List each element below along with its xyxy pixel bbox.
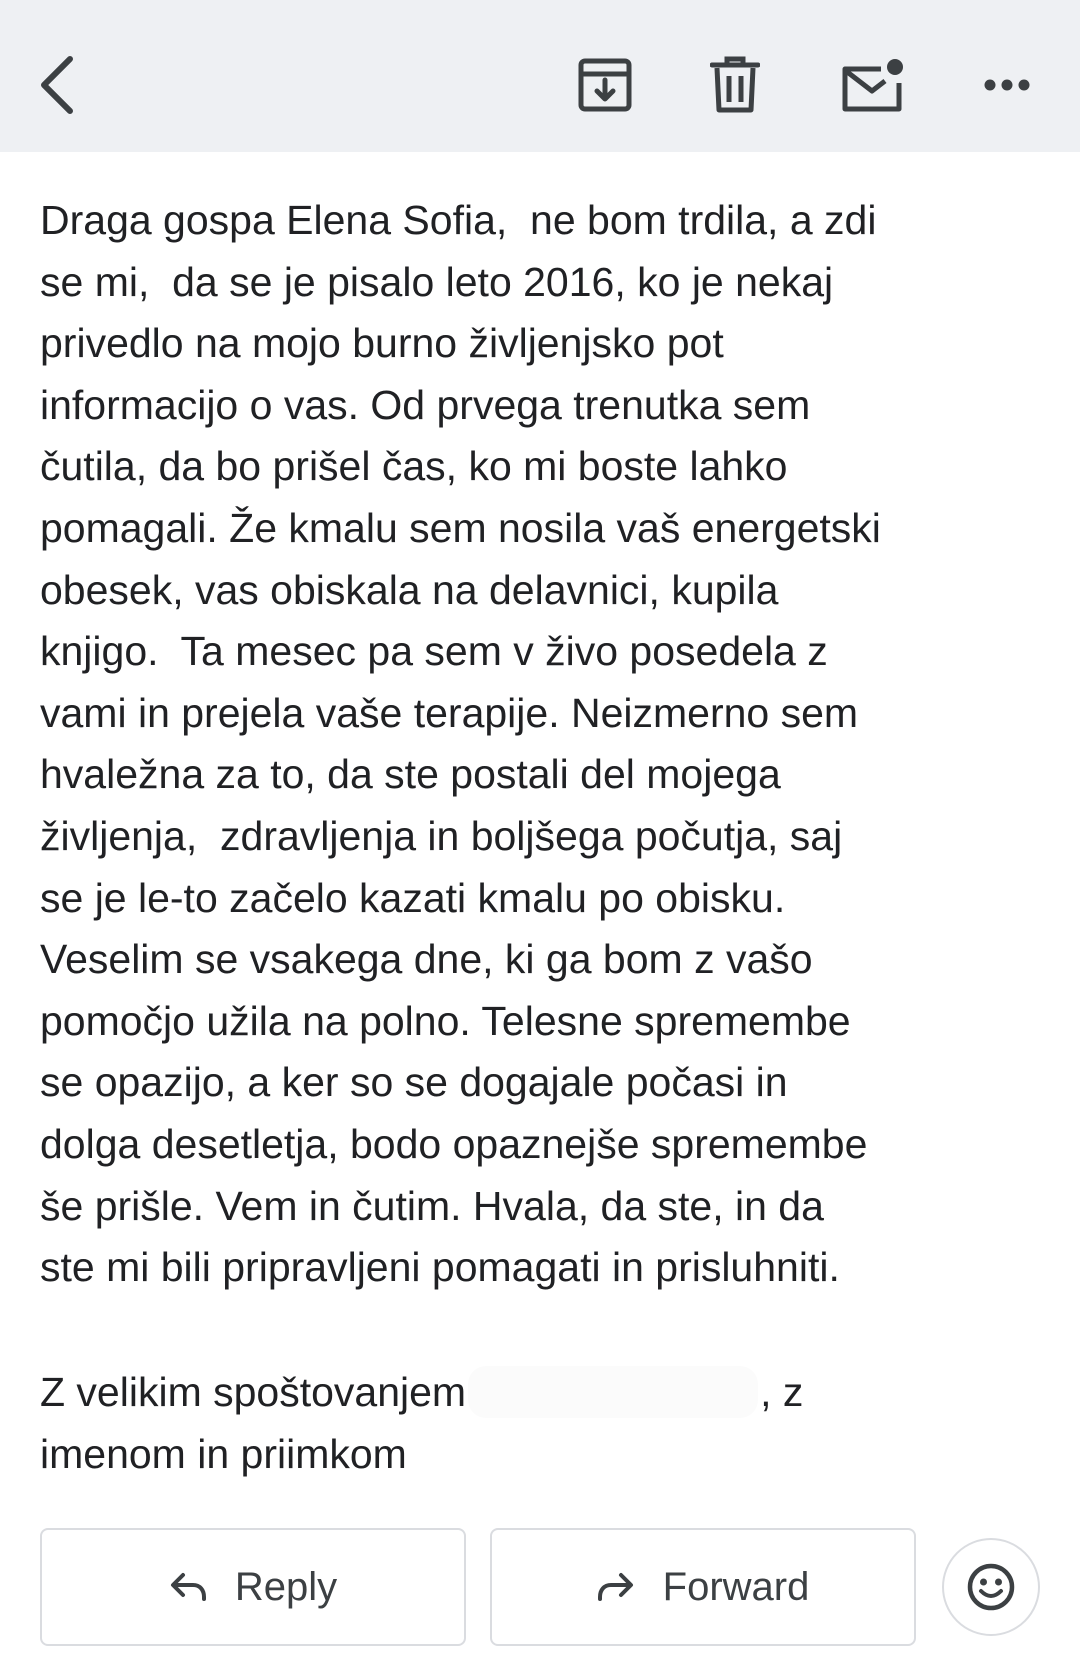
- archive-button[interactable]: [570, 50, 640, 120]
- chevron-left-icon: [38, 55, 78, 115]
- forward-label: Forward: [662, 1564, 810, 1609]
- delete-button[interactable]: [700, 50, 770, 120]
- archive-icon: [578, 58, 632, 112]
- signature-greeting: Z velikim spoštovanjem: [40, 1369, 467, 1415]
- mail-unread-icon: [841, 57, 905, 113]
- forward-arrow-icon: [597, 1571, 635, 1603]
- forward-button[interactable]: [490, 1528, 916, 1646]
- message-body: Draga gospa Elena Sofia, ne bom trdila, a zdi se mi, da se je pisalo leto 2016, ko je nekaj privedlo na mojo burno življenjsko pot informacijo o vas. Od prvega trenutka sem čutila, da bo prišel čas, ko mi boste lahko pomagali. Že kmalu sem nosila vaš energetski obesek, vas obiskala na delavnici, kupila knjigo. Ta mesec pa sem v živo posedela z vami in prejela vaše terapije. Neizmerno sem hvaležna za to, da ste postali del mojega življenja, zdravljenja in boljšega počutja, saj se je le-to začelo kazati kmalu po obisku. Veselim se vsakega dne, ki ga bom z vašo pomočjo užila na polno. Telesne spremembe se opazijo, a ker so se dogajale počasi in dolga desetletja, bodo opaznejše spremembe še prišle. Vem in čutim. Hvala, da ste, in da ste mi bili pripravljeni pomagati in prisluhniti.: [40, 197, 881, 1291]
- reply-arrow-icon: [169, 1571, 207, 1603]
- emoji-reaction-button[interactable]: [942, 1538, 1040, 1636]
- signature-line-2: imenom in priimkom: [40, 1430, 407, 1477]
- more-horizontal-icon: [984, 78, 1030, 92]
- smiley-icon: [966, 1562, 1016, 1612]
- back-button[interactable]: [28, 40, 88, 130]
- reply-button[interactable]: [40, 1528, 466, 1646]
- trash-icon: [710, 56, 760, 114]
- signature-suffix: , z: [760, 1369, 804, 1415]
- message-signature: [40, 1362, 1040, 1485]
- mark-unread-button[interactable]: [835, 48, 911, 122]
- message-toolbar: [0, 0, 1080, 152]
- more-options-button[interactable]: [975, 60, 1039, 110]
- reply-label: Reply: [234, 1564, 338, 1609]
- redacted-name: [468, 1366, 758, 1418]
